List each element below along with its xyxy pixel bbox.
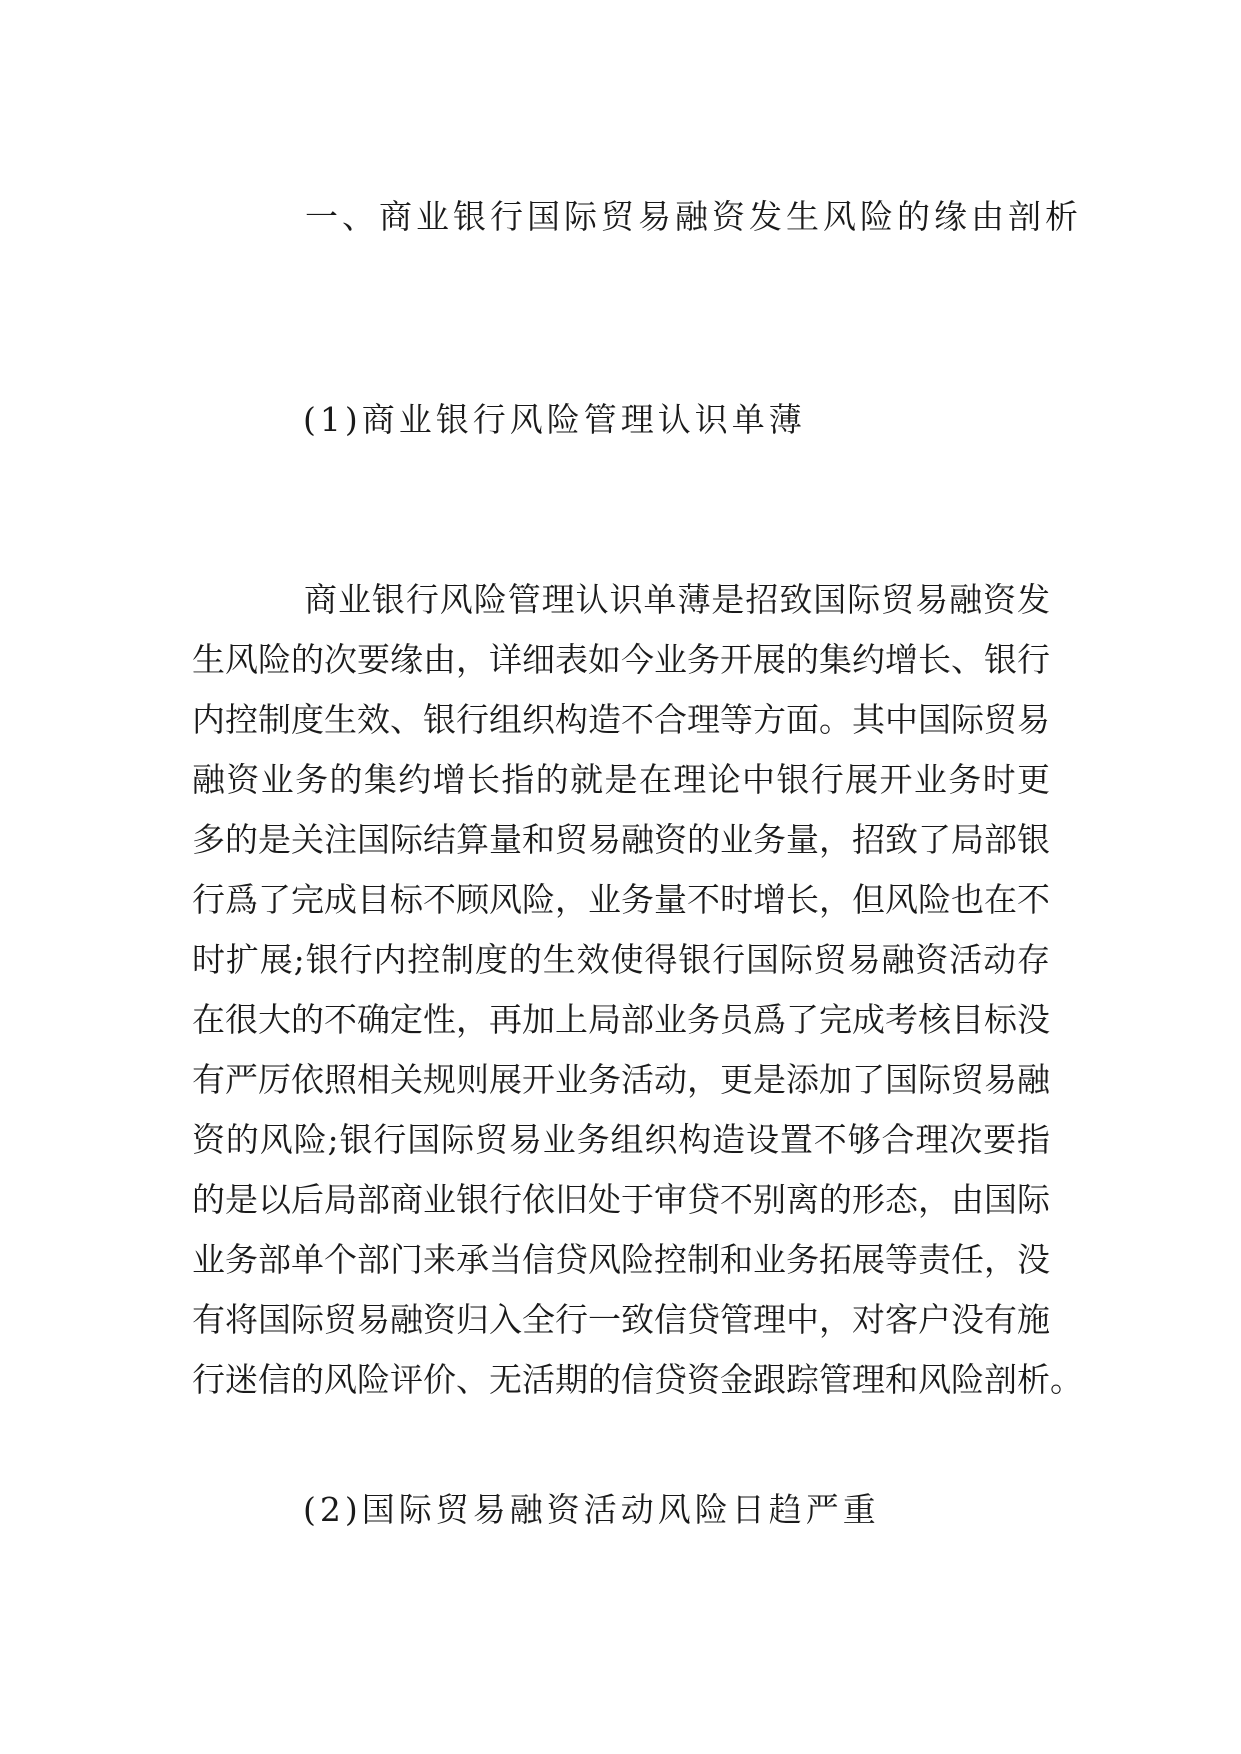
paragraph-line: 行迷信的风险评价、无活期的信贷资金跟踪管理和风险剖析。 — [192, 1360, 1083, 1399]
paragraph-line: 时扩展;银行内控制度的生效使得银行国际贸易融资活动存 — [192, 940, 1050, 979]
paragraph-line: 行爲了完成目标不顾风险，业务量不时增长，但风险也在不 — [192, 880, 1050, 919]
paragraph-line: 业务部单个部门来承当信贷风险控制和业务拓展等责任，没 — [192, 1240, 1050, 1279]
subsection-2-title: (2)国际贸易融资活动风险日趋严重 — [303, 1490, 880, 1529]
paragraph-line: 商业银行风险管理认识单薄是招致国际贸易融资发 — [304, 580, 1050, 619]
body-paragraph — [192, 570, 1083, 1410]
paragraph-line: 有将国际贸易融资归入全行一致信贷管理中，对客户没有施 — [192, 1300, 1050, 1339]
paragraph-line: 在很大的不确定性，再加上局部业务员爲了完成考核目标没 — [192, 1000, 1050, 1039]
paragraph-line: 融资业务的集约增长指的就是在理论中银行展开业务时更 — [192, 760, 1050, 799]
section-title: 一、商业银行国际贸易融资发生风险的缘由剖析 — [305, 197, 1082, 236]
paragraph-line: 生风险的次要缘由，详细表如今业务开展的集约增长、银行 — [192, 640, 1050, 679]
paragraph-line: 的是以后局部商业银行依旧处于审贷不别离的形态，由国际 — [192, 1180, 1050, 1219]
paragraph-line: 多的是关注国际结算量和贸易融资的业务量，招致了局部银 — [192, 820, 1050, 859]
subsection-1-title: (1)商业银行风险管理认识单薄 — [303, 400, 806, 439]
paragraph-line: 内控制度生效、银行组织构造不合理等方面。其中国际贸易 — [192, 700, 1050, 739]
paragraph-line: 资的风险;银行国际贸易业务组织构造设置不够合理次要指 — [192, 1120, 1050, 1159]
paragraph-line: 有严厉依照相关规则展开业务活动，更是添加了国际贸易融 — [192, 1060, 1050, 1099]
